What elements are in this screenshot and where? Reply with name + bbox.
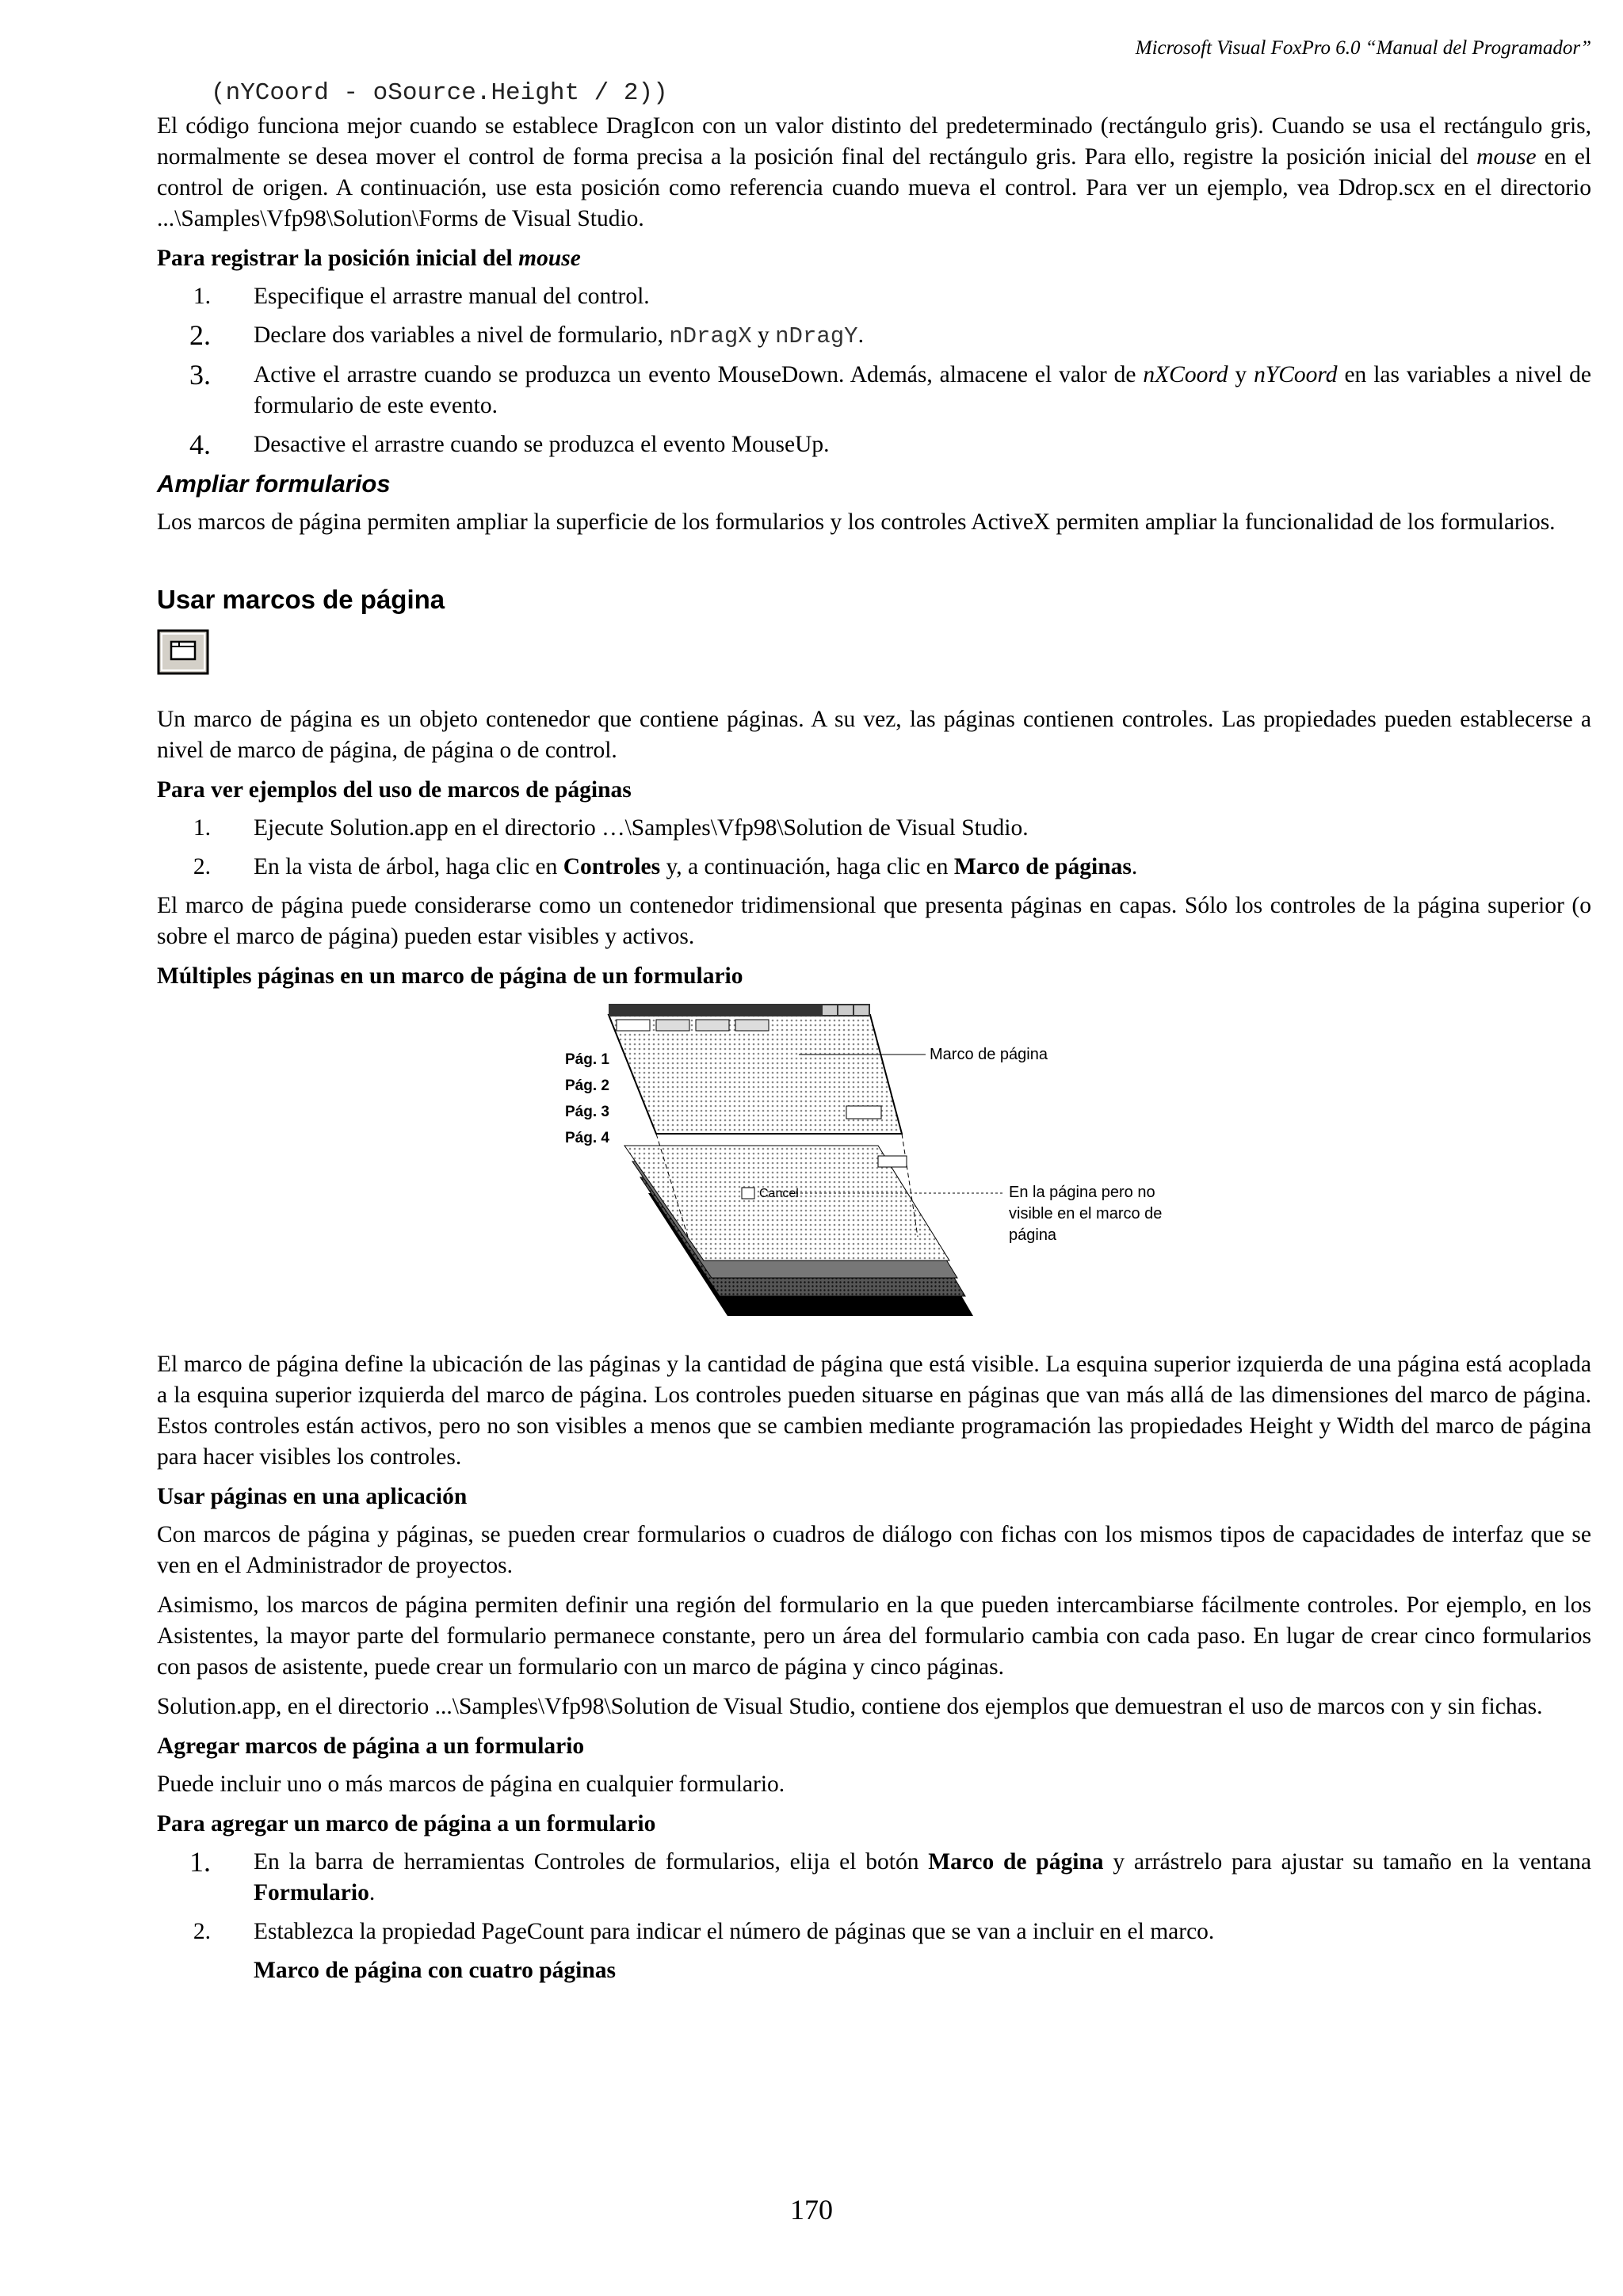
code-line: (nYCoord - oSource.Height / 2)) [211,79,668,107]
figure-heading: Múltiples páginas en un marco de página de un formulario [157,963,743,989]
list-item: 2. Establezca la propiedad PageCount para indicar el número de páginas que se van a incluir en el marco. [193,1919,1215,1944]
svg-text:Cancel: Cancel [759,1187,799,1200]
examples-heading: Para ver ejemplos del uso de marcos de páginas [157,777,632,803]
pageframe-figure [157,999,1591,1340]
list-item: 2. En la vista de árbol, haga clic en Controles y, a continuación, haga clic en Marco de páginas. [193,854,1138,879]
section-heading-usar-marcos: Usar marcos de página [157,585,445,614]
list-item: 1. Ejecute Solution.app en el directorio …\Samples\Vfp98\Solution de Visual Studio. [193,815,1029,841]
layered-pages-illustration [561,999,1338,1332]
agregar-heading: Agregar marcos de página a un formulario [157,1733,585,1759]
page-label: Pág. 4 [565,1130,609,1146]
register-steps [157,281,1591,460]
agregar-howto-heading: Para agregar un marco de página a un formulario [157,1811,656,1836]
list-item: 1. Especifique el arrastre manual del control. [193,284,650,309]
page-label: Pág. 3 [565,1104,609,1120]
paragraph: Asimismo, los marcos de página permiten definir una región del formulario en la que pueden intercambiarse fácilmente controles. Por ejemplo, en los Asistentes, la mayor parte del formulario permanece constante, pero un área del formulario cambia con cada paso. En lugar de crear cinco formularios con pasos de asistente, puede crear un formulario con un marco de página y cinco páginas. [157,1592,1591,1680]
figure-caption: Marco de página con cuatro páginas [254,1958,617,1983]
usar-paginas-heading: Usar páginas en una aplicación [157,1484,468,1509]
page-number: 170 [790,2194,833,2225]
register-heading: Para registrar la posición inicial del mouse [157,246,581,271]
ampliar-paragraph: Los marcos de página permiten ampliar la superficie de los formularios y los controles ActiveX permiten ampliar la funcionalidad de los formularios. [157,509,1556,535]
running-header: Microsoft Visual FoxPro 6.0 “Manual del Programador” [1135,37,1591,59]
section-heading-ampliar: Ampliar formularios [157,470,391,498]
pageframe-tool-icon [157,629,209,675]
list-item: 2. Declare dos variables a nivel de formulario, nDragX y nDragY. [189,319,864,351]
callout-hidden-line: En la página pero no [1009,1184,1155,1201]
page-label: Pág. 2 [565,1077,609,1094]
page-label: Pág. 1 [565,1051,609,1068]
intro-paragraph: El código funciona mejor cuando se establece DragIcon con un valor distinto del predeterminado (rectángulo gris). Cuando se usa el rectángulo gris, normalmente se desea mover el control de forma precisa a la posición final del rectángulo gris. Para ello, registre la posición inicial del mouse en el control de origen. A continuación, use esta posición como referencia cuando mueva el control. Para ver un ejemplo, vea Ddrop.scx en el directorio ...\Samples\Vfp98\Solution\Forms de Visual Studio. [157,113,1591,231]
paragraph: Puede incluir uno o más marcos de página en cualquier formulario. [157,1772,785,1797]
document-body [157,111,1591,1986]
after-figure-paragraph: El marco de página define la ubicación de las páginas y la cantidad de página que está visible. La esquina superior izquierda de una página está acoplada a la esquina superior izquierda del marco de página. Los controles pueden situarse en páginas que van más allá de las dimensiones del marco de página. Estos controles están activos, pero no son visibles a menos que se cambien mediante programación las propiedades Height y Width del marco de página para hacer visibles los controles. [157,1352,1591,1470]
list-item: 1. En la barra de herramientas Controles de formularios, elija el botón Marco de página y arrástrelo para ajustar su tamaño en la ventana Formulario. [189,1846,1592,1905]
usar-marcos-paragraph: Un marco de página es un objeto contenedor que contiene páginas. A su vez, las páginas contienen controles. Las propiedades pueden establecerse a nivel de marco de página, de página o de control. [157,707,1591,763]
agregar-steps [157,1847,1591,1947]
paragraph: Solution.app, en el directorio ...\Samples\Vfp98\Solution de Visual Studio, contiene dos ejemplos que demuestran el uso de marcos con y sin fichas. [157,1694,1543,1719]
list-item: 3. Active el arrastre cuando se produzca un evento MouseDown. Además, almacene el valor de nXCoord y nYCoord en las variables a nivel de formulario de este evento. [189,359,1592,418]
callout-hidden-line: página [1009,1226,1057,1244]
callout-hidden-line: visible en el marco de [1009,1205,1163,1222]
callout-frame: Marco de página [930,1046,1048,1063]
examples-steps [157,813,1591,883]
list-item: 4. Desactive el arrastre cuando se produzca el evento MouseUp. [189,429,830,460]
paragraph: Con marcos de página y páginas, se pueden crear formularios o cuadros de diálogo con fichas con los mismos tipos de capacidades de interfaz que se ven en el Administrador de proyectos. [157,1522,1591,1578]
container-paragraph: El marco de página puede considerarse como un contenedor tridimensional que presenta páginas en capas. Sólo los controles de la página superior (o sobre el marco de página) pueden estar visibles y activos. [157,893,1591,949]
